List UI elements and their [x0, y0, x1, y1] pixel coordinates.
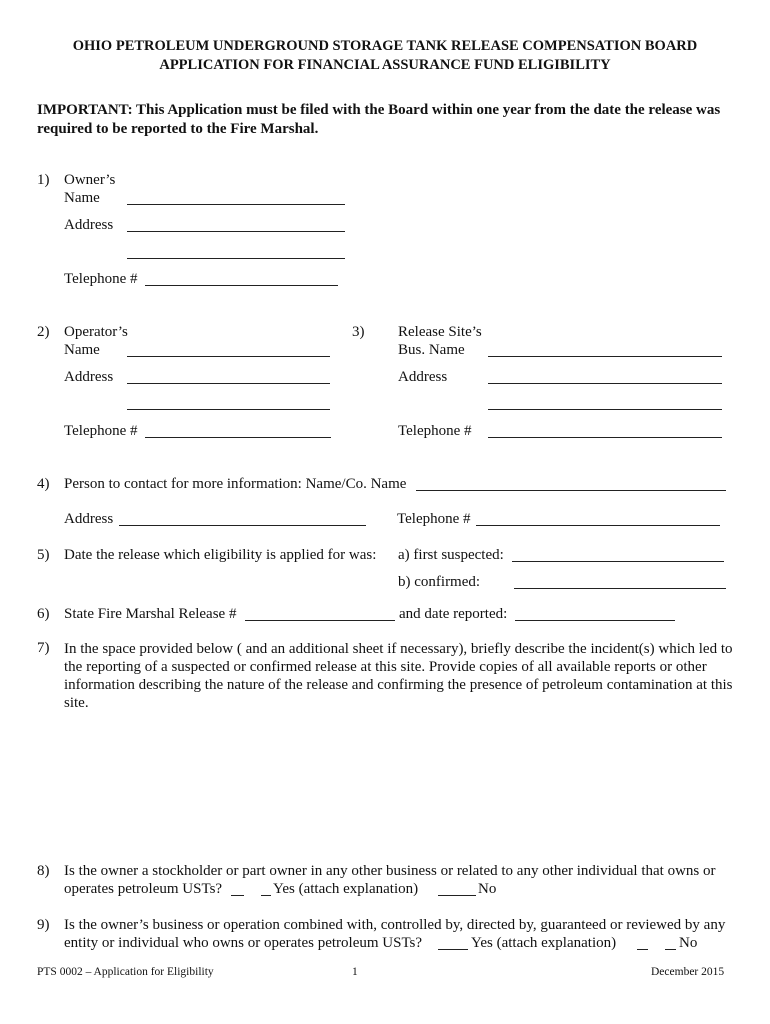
q2-address-label: Address [64, 369, 114, 385]
important-notice: IMPORTANT: This Application must be filed with the Board within one year from the date the release was required to be reported to the Fire Marshal. [37, 102, 721, 137]
q3-telephone-label: Telephone # [398, 423, 472, 439]
q1-owner-name-field[interactable] [127, 204, 345, 205]
q5-first-suspected-field[interactable] [512, 561, 724, 562]
q2-operator-name-field[interactable] [127, 356, 330, 357]
q8-yes-blank-b[interactable] [261, 895, 271, 896]
form-title-line-2: APPLICATION FOR FINANCIAL ASSURANCE FUND ELIGIBILITY [159, 57, 611, 73]
q4-contact-name-field[interactable] [416, 490, 726, 491]
q9-no-blank-b[interactable] [665, 949, 676, 950]
q8-number: 8) [37, 863, 50, 879]
q9-no-blank-a[interactable] [637, 949, 648, 950]
q8-no-label: No [478, 881, 497, 897]
q7-number: 7) [37, 640, 50, 656]
q9-yes-blank[interactable] [438, 949, 468, 950]
q2-number: 2) [37, 324, 50, 340]
q2-address-field-1[interactable] [127, 383, 330, 384]
q1-owner-label-1: Owner’s [64, 172, 116, 188]
q5-number: 5) [37, 547, 50, 563]
q4-telephone-field[interactable] [476, 525, 720, 526]
q8-question-line-2: operates petroleum USTs? [64, 881, 223, 897]
q5-confirmed-field[interactable] [514, 588, 726, 589]
q3-site-label-2: Bus. Name [398, 342, 465, 358]
q7-description-area[interactable] [64, 716, 724, 846]
q9-question-line-1: Is the owner’s business or operation combined with, controlled by, directed by, guaranteed or reviewed by any [64, 917, 726, 933]
q8-no-blank[interactable] [438, 895, 476, 896]
q4-telephone-label: Telephone # [397, 511, 471, 527]
q2-telephone-label: Telephone # [64, 423, 138, 439]
q9-number: 9) [37, 917, 50, 933]
q2-operator-label-1: Operator’s [64, 324, 128, 340]
q3-address-field-1[interactable] [488, 383, 722, 384]
q1-owner-label-2: Name [64, 190, 100, 206]
q1-address-field-1[interactable] [127, 231, 345, 232]
q1-address-field-2[interactable] [127, 258, 345, 259]
q3-address-label: Address [398, 369, 448, 385]
q9-no-label: No [679, 935, 698, 951]
q3-number: 3) [352, 324, 365, 340]
q2-address-field-2[interactable] [127, 409, 330, 410]
q8-yes-label: Yes (attach explanation) [273, 881, 419, 897]
form-title-line-1: OHIO PETROLEUM UNDERGROUND STORAGE TANK RELEASE COMPENSATION BOARD [72, 38, 698, 54]
q5-confirmed-label: b) confirmed: [398, 574, 481, 590]
q4-number: 4) [37, 476, 50, 492]
q7-instructions: In the space provided below ( and an additional sheet if necessary), briefly describe the incident(s) which led to the reporting of a suspected or confirmed release at this site. Provide copies of all available reports or other information describing the nature of the release and confirming the presence of petroleum contamination at this site. [64, 641, 733, 711]
q5-first-suspected-label: a) first suspected: [398, 547, 504, 563]
q8-question-line-1: Is the owner a stockholder or part owner in any other business or related to any other individual that owns or [64, 863, 716, 879]
q1-number: 1) [37, 172, 50, 188]
q1-address-label: Address [64, 217, 114, 233]
q4-address-field[interactable] [119, 525, 366, 526]
q3-site-label-1: Release Site’s [398, 324, 482, 340]
q3-address-field-2[interactable] [488, 409, 722, 410]
footer-form-id: PTS 0002 – Application for Eligibility [37, 966, 214, 978]
q1-telephone-field[interactable] [145, 285, 338, 286]
q6-date-reported-field[interactable] [515, 620, 675, 621]
q3-business-name-field[interactable] [488, 356, 722, 357]
q6-date-reported-label: and date reported: [399, 606, 508, 622]
footer-page-number: 1 [352, 966, 358, 978]
footer-date: December 2015 [651, 966, 725, 978]
q6-number: 6) [37, 606, 50, 622]
q6-release-label: State Fire Marshal Release # [64, 606, 237, 622]
q5-date-label: Date the release which eligibility is applied for was: [64, 547, 377, 563]
q6-release-number-field[interactable] [245, 620, 395, 621]
q8-yes-blank-a[interactable] [231, 895, 244, 896]
q4-address-label: Address [64, 511, 114, 527]
q4-contact-label: Person to contact for more information: Name/Co. Name [64, 476, 407, 492]
q9-question-line-2: entity or individual who owns or operates petroleum USTs? [64, 935, 423, 951]
q2-operator-label-2: Name [64, 342, 100, 358]
q9-yes-label: Yes (attach explanation) [471, 935, 617, 951]
q3-telephone-field[interactable] [488, 437, 722, 438]
q2-telephone-field[interactable] [145, 437, 331, 438]
q1-telephone-label: Telephone # [64, 271, 138, 287]
